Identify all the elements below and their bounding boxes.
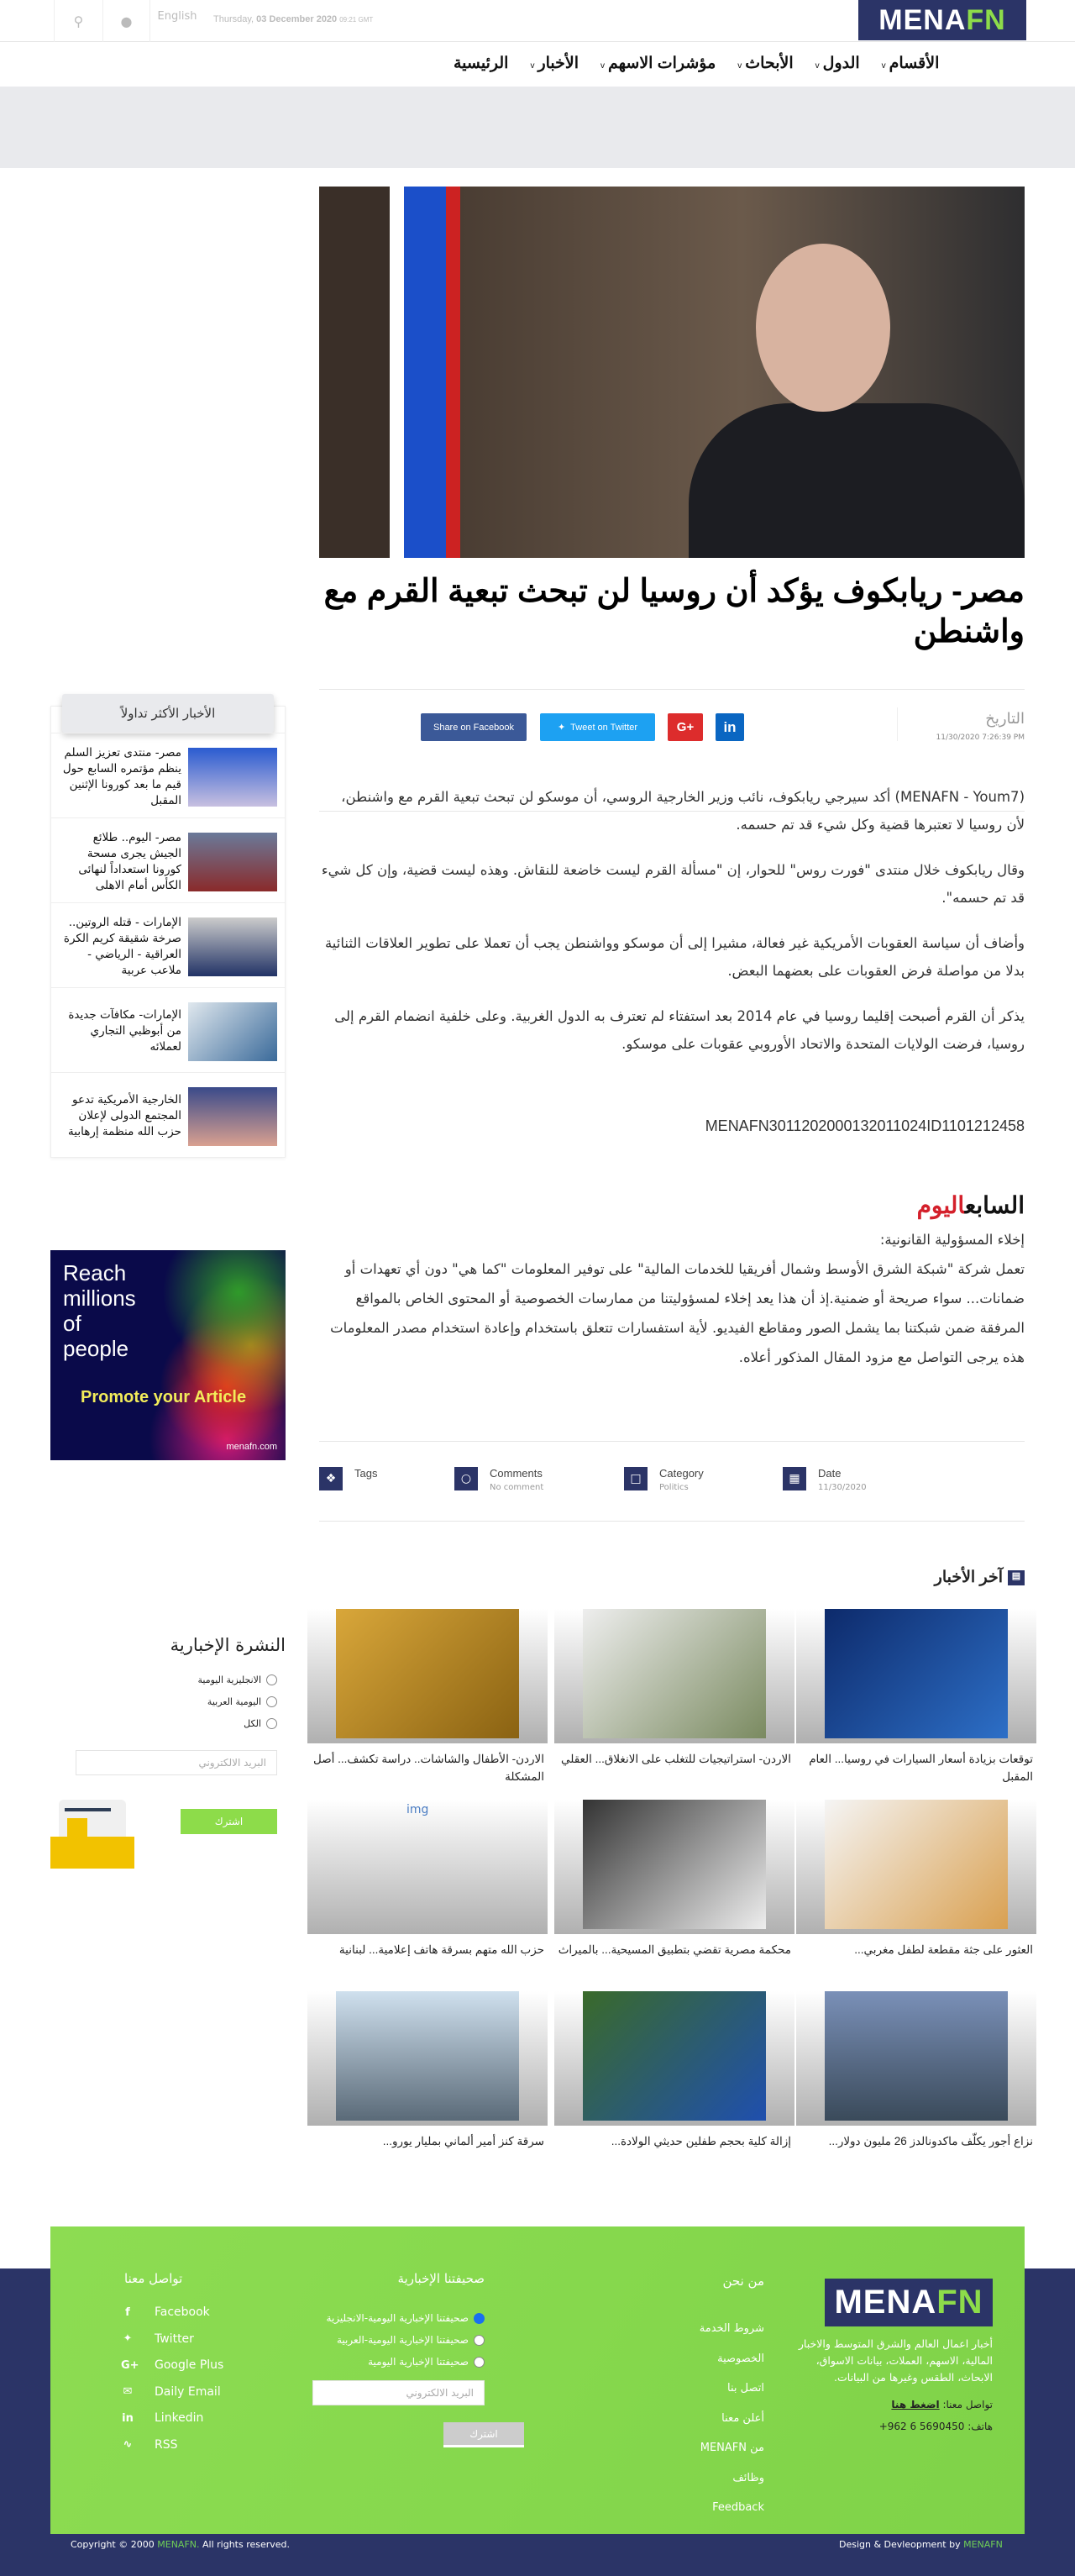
disclaimer-title: إخلاء المسؤولية القانونية: — [879, 1232, 1025, 1248]
share-facebook-button[interactable]: Share on Facebook — [421, 713, 527, 741]
footer-link[interactable]: من MENAFN — [700, 2442, 764, 2454]
date-time: 09:21 GMT — [339, 16, 374, 24]
social-link[interactable]: ✦ Twitter — [121, 2332, 194, 2346]
footer-newsletter-option[interactable]: صحيفتنا الإخبارية اليومية-الانجليزية — [327, 2312, 485, 2324]
footer-link[interactable]: Feedback — [712, 2501, 764, 2514]
article-image-person — [689, 403, 1025, 558]
news-card[interactable] — [307, 1991, 548, 2150]
paragraph: (MENAFN - Youm7) أكد سيرجي ريابكوف، نائب وزير الخارجية الروسي، أن موسكو لن تبحث تبعية القرم مع واشنطن، لأن روسيا لا تعتبرها قضية وكل شيء قد تم حسمه. — [341, 789, 1025, 833]
top-bar — [0, 0, 1075, 42]
disclaimer-text: تعمل شركة "شبكة الشرق الأوسط وشمال أفريقيا للخدمات المالية" على توفير المعلومات "كما هي" دون أي تعهدات أو ضمانات... سواء صريحة أو ضمنية.إذ أن هذا يعد إخلاء لمسؤوليتنا من ممارسات الخصوصية أو المحتوى الخاص بالمواقع المرفقة ضمن شبكتنا بما يشمل الصور ومقاطع الفيديو. لأية استفسارات تتعلق باستخدام وإعادة استخدام مصدر المعلومات هذه يرجى التواصل مع مزود المقال المذكور أعلاه. — [330, 1261, 1025, 1365]
social-link[interactable]: ✉ Daily Email — [121, 2385, 221, 2399]
rss-icon: ∿ — [123, 2438, 133, 2451]
news-card[interactable] — [554, 1991, 794, 2150]
tag-icon: ❖ — [319, 1467, 343, 1490]
about-title: من نحن — [722, 2274, 764, 2289]
trending-item[interactable] — [50, 987, 286, 1075]
ad-banner — [0, 87, 1075, 168]
trending-thumbnail[interactable] — [188, 833, 277, 891]
footer-link[interactable]: أعلن معنا — [721, 2411, 764, 2425]
nav-news[interactable]: الأخبارv — [530, 54, 579, 72]
newsletter-subscribe-button[interactable]: اشترك — [181, 1809, 277, 1834]
news-card-title[interactable]: إزالة كلية بحجم طفلين حديثي الولادة... — [611, 2135, 791, 2148]
trending-title[interactable]: مصر- اليوم.. طلائع الجيش يجرى مسحة كورونا استعداداً لنهائى الكأس أمام الاهلى — [78, 830, 181, 892]
footer-newsletter-option[interactable]: صحيفتنا الإخبارية اليومية — [368, 2356, 485, 2368]
meta-date: ▦ Date 11/30/2020 — [783, 1467, 867, 1492]
news-card-image[interactable] — [554, 1800, 794, 1934]
email-icon: ✉ — [123, 2385, 133, 2398]
article-image-face — [756, 244, 890, 412]
footer-newsletter-title: صحيفتنا الإخبارية — [397, 2271, 485, 2286]
divider — [319, 689, 1025, 690]
meta-tags: ❖ Tags — [319, 1467, 377, 1490]
footer-link[interactable]: اتصل بنا — [727, 2382, 764, 2395]
newsletter-email-input[interactable]: البريد الالكتروني — [76, 1750, 277, 1775]
social-link[interactable]: f Facebook — [121, 2305, 210, 2319]
meta-comments: ○ Comments No comment — [454, 1467, 543, 1492]
paragraph: يذكر أن القرم أصبحت إقليما روسيا في عام 2014 بعد استفتاء لم تعترف به الدول الغربية. وعلى خلفية انضمام القرم إلى روسيا، فرضت الولايات المتحدة والاتحاد الأوروبي عقوبات على موسكو. — [334, 1008, 1025, 1052]
footer-phone: هاتف: +962 6 5690450 — [878, 2421, 993, 2432]
broken-image: img — [406, 1803, 429, 1816]
news-icon: ▤ — [1008, 1570, 1025, 1585]
google-plus-icon: G+ — [121, 2358, 139, 2372]
date-label: التاريخ — [985, 710, 1025, 728]
news-card[interactable] — [796, 1800, 1036, 1958]
news-card-title[interactable]: العثور على جثة مقطعة لطفل مغربي... — [854, 1943, 1033, 1956]
news-card[interactable] — [307, 1609, 548, 1785]
news-card[interactable] — [796, 1609, 1036, 1785]
newsletter-option-arabic[interactable]: اليومية العربية — [207, 1696, 277, 1707]
news-card-image[interactable] — [554, 1991, 794, 2126]
trending-title: الأخبار الأكثر تداولاً — [62, 694, 274, 733]
main-nav — [454, 46, 1050, 80]
date-weekday: Thursday, — [213, 14, 254, 24]
paragraph: وأضاف أن سياسة العقوبات الأمريكية غير فعالة، مشيرا إلى أن موسكو وواشنطن يجب أن تعملا على تطوير العلاقات الثنائية بدلا من مواصلة فرض العقوبات على بعضهما البعض. — [324, 935, 1025, 979]
design-credit: Design & Devleopment by MENAFN — [839, 2539, 1003, 2550]
footer-link[interactable]: الخصوصية — [717, 2352, 764, 2365]
footer-logo: MENA FN — [825, 2279, 993, 2326]
promote-ad[interactable]: Reach millions of people Promote your Article menafn.com — [50, 1250, 286, 1460]
footer-link[interactable]: شروط الخدمة — [699, 2322, 764, 2335]
trending-thumbnail[interactable] — [188, 917, 277, 976]
social-title: تواصل معنا — [124, 2271, 183, 2286]
news-card-title[interactable]: الاردن- استراتيجيات للتغلب على الانغلاق... العقلي — [560, 1753, 791, 1765]
nav-countries[interactable]: الدولv — [815, 54, 860, 72]
news-card[interactable] — [554, 1609, 794, 1768]
menafn-logo[interactable]: MENA FN — [858, 0, 1026, 40]
trending-thumbnail[interactable] — [188, 1002, 277, 1061]
news-card-title[interactable]: محكمة مصرية تقضي بتطبيق المسيحية... بالميراث — [558, 1943, 791, 1956]
news-card-image[interactable] — [307, 1609, 548, 1743]
social-link[interactable]: in Linkedin — [122, 2411, 204, 2425]
linkedin-icon: in — [122, 2411, 134, 2425]
news-card-image[interactable] — [796, 1609, 1036, 1743]
divider — [897, 707, 898, 741]
trending-title[interactable]: الإمارات- مكافآت جديدة من أبوظبي التجاري لعملائه — [68, 1008, 181, 1054]
news-card-image[interactable] — [554, 1609, 794, 1743]
news-card[interactable] — [554, 1800, 794, 1958]
footer-contact: تواصل معنا: اضغط هنا — [891, 2399, 993, 2410]
trending-thumbnail[interactable] — [188, 1087, 277, 1146]
newsletter-option-english[interactable]: الانجليزية اليومية — [198, 1674, 278, 1685]
news-card[interactable] — [307, 1800, 548, 1958]
social-link[interactable]: ∿ RSS — [121, 2438, 178, 2452]
trending-title[interactable]: الإمارات - قتله الروتين.. صرخة شقيقة كريم الكرة العراقية - الرياضي - ملاعب عربية — [63, 915, 181, 977]
trending-title[interactable]: الخارجية الأمريكية تدعو المجتمع الدولى لإعلان حزب الله منظمة إرهابية — [68, 1093, 181, 1138]
facebook-icon: f — [125, 2305, 130, 2319]
news-card-title[interactable]: سرقة كنز أمير ألماني بمليار يورو... — [382, 2135, 544, 2148]
nav-research[interactable]: الأبحاثv — [737, 54, 794, 72]
news-card-title[interactable]: الاردن- الأطفال والشاشات.. دراسة تكشف... أصل المشكلة — [312, 1753, 544, 1783]
footer-newsletter-option[interactable]: صحيفتنا الإخبارية اليومية-العربية — [337, 2334, 485, 2346]
contact-link[interactable]: اضغط هنا — [891, 2399, 940, 2410]
news-card-image[interactable] — [307, 1991, 548, 2126]
calendar-icon: ▦ — [783, 1467, 806, 1490]
latest-news-heading: ▤ آخر الأخبار — [935, 1568, 1025, 1587]
article-title: مصر- ريابكوف يؤكد أن روسيا لن تبحث تبعية القرم مع واشنطن — [323, 574, 1025, 649]
news-card-image[interactable] — [796, 1800, 1036, 1934]
news-card-title[interactable]: توقعات بزيادة أسعار السيارات في روسيا... العام المقبل — [809, 1753, 1033, 1783]
paragraph: وقال ريابكوف خلال منتدى "فورت روس" للحوار، إن "مسألة القرم ليست خاضعة للنقاش. وهذه ليست قضية، وإن كل شيء قد تم حسمه". — [321, 862, 1025, 906]
footer-about: أخبار اعمال العالم والشرق المتوسط والاخبار المالية، الاسهم، العملات، بيانات الاسواق، الابحاث، الطقس وغيرها من البيانات. — [798, 2337, 993, 2384]
linkedin-button[interactable]: in — [716, 713, 744, 741]
envelope-icon — [50, 1800, 134, 1869]
search-icon[interactable]: ⚲ — [54, 0, 102, 42]
user-icon[interactable]: ● — [102, 0, 149, 42]
language-link[interactable]: English — [149, 0, 204, 42]
comments-icon: ○ — [454, 1467, 478, 1490]
trending-item[interactable] — [50, 817, 286, 905]
trending-item[interactable] — [50, 1072, 286, 1159]
news-card[interactable] — [796, 1991, 1036, 2150]
divider — [319, 1521, 1025, 1522]
newsletter-option-all[interactable]: الكل — [244, 1718, 277, 1729]
news-card-title[interactable]: حزب الله متهم بسرقة هاتف إعلامية... لبنانية — [338, 1943, 544, 1956]
news-card-image[interactable] — [307, 1800, 548, 1934]
google-plus-button[interactable]: G+ — [668, 713, 703, 741]
nav-indices[interactable]: مؤشرات الاسهمv — [600, 54, 716, 72]
nav-home[interactable]: الرئيسية — [454, 54, 509, 72]
trending-thumbnail[interactable] — [188, 748, 277, 807]
trending-item[interactable] — [50, 733, 286, 820]
copyright: Copyright © 2000 MENAFN. All rights reserved. — [71, 2539, 291, 2550]
folder-icon: □ — [624, 1467, 648, 1490]
footer-link[interactable]: وظائف — [732, 2471, 764, 2484]
divider — [319, 1441, 1025, 1442]
newsletter-title: النشرة الإخبارية — [170, 1635, 286, 1655]
trending-item[interactable] — [50, 902, 286, 990]
date-value: 11/30/2020 7:26:39 PM — [936, 733, 1025, 742]
trending-title[interactable]: مصر- منتدى تعزيز السلم ينظم مؤتمره السابع حول قيم ما بعد كورونا الإثنين المقبل — [62, 745, 181, 807]
meta-category: □ Category Politics — [624, 1467, 704, 1492]
twitter-icon: ✦ — [123, 2332, 133, 2345]
youm7-logo: السابعاليوم — [916, 1192, 1025, 1218]
article-reference-id: MENAFN3011202000132011024ID1101212458 — [705, 1117, 1025, 1134]
footer-email-input[interactable]: البريد الالكتروني — [312, 2380, 485, 2405]
twitter-icon: ✦ — [557, 723, 566, 733]
social-link[interactable]: G+ Google Plus — [121, 2358, 224, 2372]
article-body — [319, 783, 1025, 1075]
nav-sections[interactable]: الأقسامv — [881, 54, 940, 72]
date-day: 03 December 2020 — [256, 14, 338, 24]
footer-subscribe-button[interactable]: اشترك — [443, 2422, 524, 2447]
disclaimer — [319, 1225, 1025, 1372]
news-card-image[interactable] — [796, 1991, 1036, 2126]
current-date — [213, 14, 373, 24]
tweet-button[interactable]: ✦ Tweet on Twitter — [540, 713, 655, 741]
news-card-title[interactable]: نزاع أجور يكلّف ماكدونالدز 26 مليون دولار... — [828, 2135, 1033, 2148]
